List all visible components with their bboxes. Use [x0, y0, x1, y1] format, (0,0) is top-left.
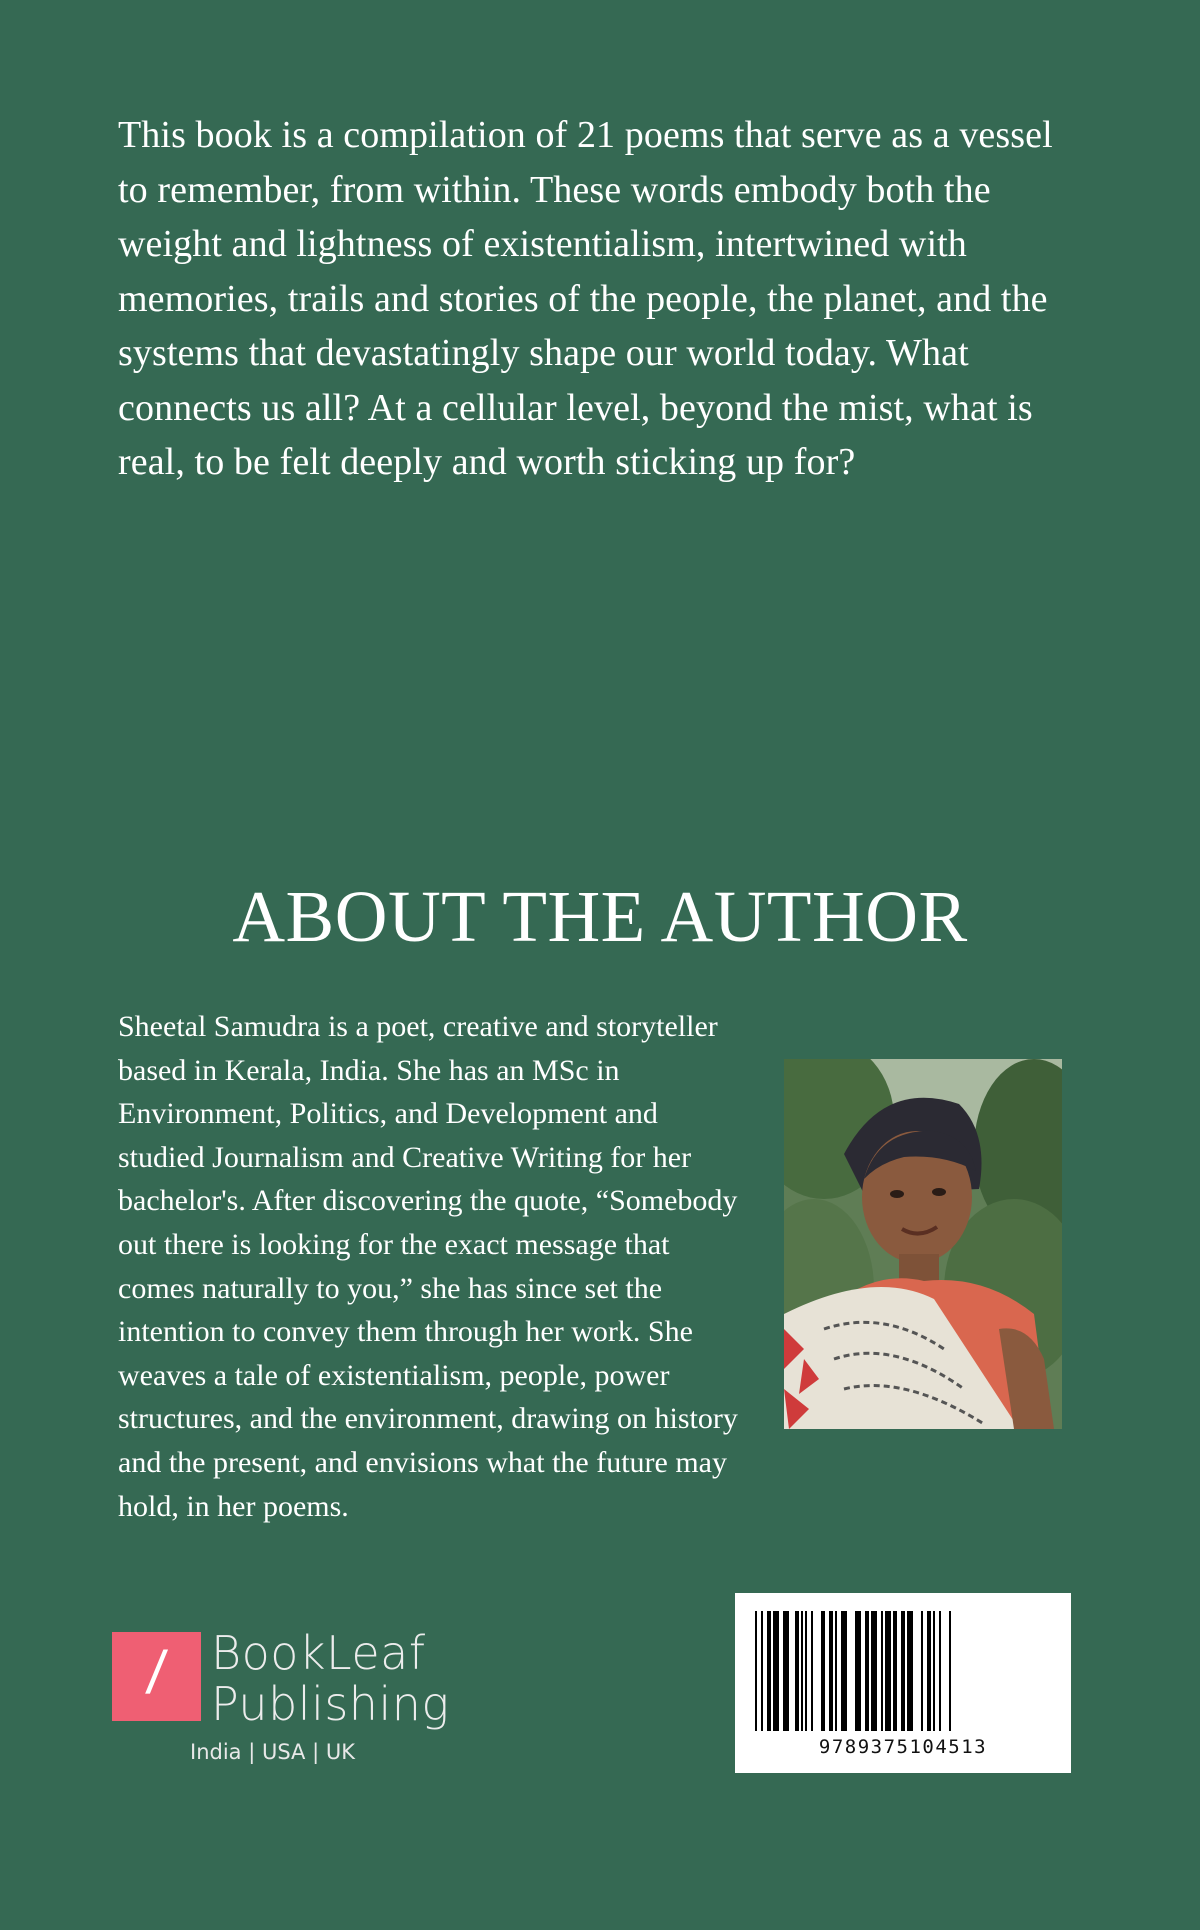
publisher-name-line2: Publishing [211, 1677, 450, 1731]
isbn-barcode [735, 1593, 1071, 1773]
barcode-bar [881, 1611, 883, 1731]
barcode-bar [821, 1611, 825, 1731]
logo-slash: / [143, 1639, 170, 1706]
barcode-bar [927, 1611, 931, 1731]
barcode-bar [865, 1611, 869, 1731]
barcode-bar [811, 1611, 813, 1731]
barcode-bar [773, 1611, 779, 1731]
barcode-bar [755, 1611, 757, 1731]
barcode-bar [921, 1611, 923, 1731]
barcode-bar [885, 1611, 891, 1731]
publisher-name-line1: BookLeaf [211, 1626, 426, 1680]
barcode-bar [801, 1611, 803, 1731]
barcode-bar [901, 1611, 905, 1731]
author-photo [784, 1059, 1062, 1429]
barcode-bar [805, 1611, 807, 1731]
barcode-bar [855, 1611, 861, 1731]
barcode-bar [783, 1611, 789, 1731]
barcode-bars [753, 1611, 1053, 1731]
author-bio: Sheetal Samudra is a poet, creative and storyteller based in Kerala, India. She has an MSc in Environment, Politics, and Development and studied Journalism and Creative Writing for her bachelor's. After discovering the quote, “Somebody out there is looking for the exact message that comes naturally to you,” she has since set the intention to convey them through her work. She weaves a tale of existentialism, people, power structures, and the environment, drawing on history and the present, and envisions what the future may hold, in her poems. [118, 1010, 738, 1523]
isbn-number: 9789375104513 [818, 1736, 988, 1758]
barcode-bar [761, 1611, 763, 1731]
barcode-bar [907, 1611, 913, 1731]
barcode-bar [795, 1611, 799, 1731]
publisher-regions: India | USA | UK [190, 1740, 355, 1764]
book-blurb: This book is a compilation of 21 poems that serve as a vessel to remember, from within. These words embody both the weight and lightness of existentialism, intertwined with memories, trails and stories of the people, the planet, and the systems that devastatingly shape our world today. What connects us all? At a cellular level, beyond the mist, what is real, to be felt deeply and worth sticking up for? [118, 114, 1053, 483]
publisher-logo-mark [112, 1632, 201, 1721]
barcode-bar [939, 1611, 941, 1731]
barcode-bar [767, 1611, 771, 1731]
barcode-bar [829, 1611, 833, 1731]
barcode-bar [841, 1611, 847, 1731]
about-the-author-heading: ABOUT THE AUTHOR [232, 876, 968, 957]
barcode-bar [871, 1611, 877, 1731]
barcode-bar [835, 1611, 837, 1731]
barcode-bar [949, 1611, 951, 1731]
barcode-bar [933, 1611, 935, 1731]
barcode-bar [893, 1611, 897, 1731]
